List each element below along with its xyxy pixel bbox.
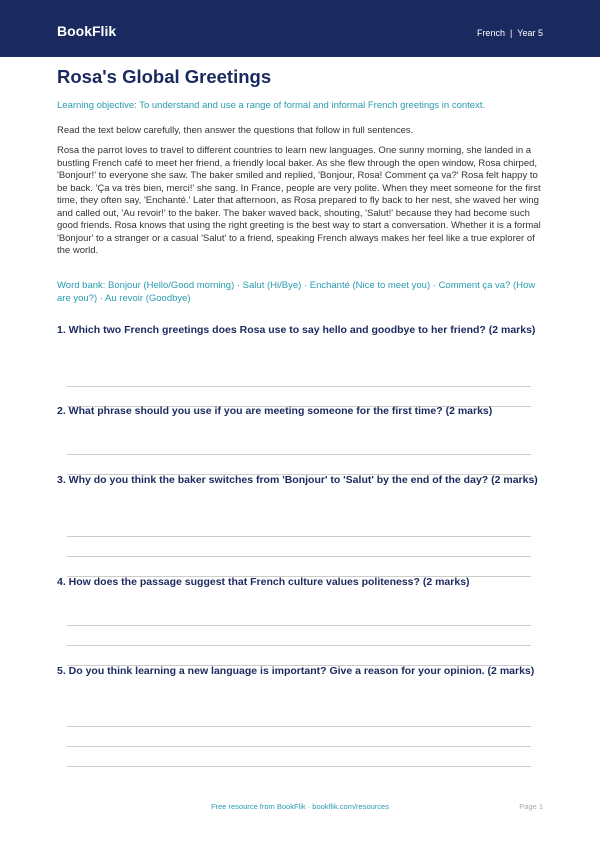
meta-separator: | bbox=[509, 28, 513, 38]
answer-line[interactable] bbox=[67, 536, 531, 537]
question-5: 5. Do you think learning a new language is important? Give a reason for your opinion. (2 marks) bbox=[57, 665, 535, 677]
word-bank: Word bank: Bonjour (Hello/Good morning) · Salut (Hi/Bye) · Enchanté (Nice to meet you) · Comment ça va? (How are you?) · Au revoir (Goodbye) bbox=[57, 280, 536, 304]
answer-line[interactable] bbox=[67, 645, 531, 646]
reading-passage: Rosa the parrot loves to travel to different countries to learn new languages. One sunny morning, she landed in a bustling French café to meet her friend, a friendly local baker. As she flew through the open window, Rosa chirped, 'Bonjour!' to everyone she saw. The baker smiled and replied, 'Bonjour, Rosa! Comment ça va?' Rosa felt happy to be back. 'Ça va très bien, merci!' she sang. In France, people are very polite. When they meet someone for the first time, they often say, 'Enchanté.' Later that afternoon, as Rosa prepared to fly back to her nest, she waved her wing and called out, 'Au revoir!' to the baker. The baker waved back, shouting, 'Salut!' because they had become such good friends. Rosa knows that using the right greeting is the best way to start a conversation. Whether it is a formal 'Bonjour' to a stranger or a casual 'Salut' to a friend, speaking French always makes her feel like a true explorer of the world. bbox=[57, 145, 541, 256]
answer-line[interactable] bbox=[67, 766, 531, 767]
question-1: 1. Which two French greetings does Rosa use to say hello and goodbye to her friend? (2 marks) bbox=[57, 324, 536, 336]
answer-line[interactable] bbox=[67, 746, 531, 747]
answer-line[interactable] bbox=[67, 625, 531, 626]
answer-line[interactable] bbox=[67, 726, 531, 727]
page-number: Page 1 bbox=[519, 802, 543, 811]
page-header bbox=[0, 0, 600, 57]
page-title: Rosa's Global Greetings bbox=[57, 66, 272, 87]
question-3: 3. Why do you think the baker switches from 'Bonjour' to 'Salut' by the end of the day? (2 marks) bbox=[57, 474, 538, 486]
instructions: Read the text below carefully, then answer the questions that follow in full sentences. bbox=[57, 125, 414, 136]
footer-credit: Free resource from BookFlik · bookflik.com/resources bbox=[211, 802, 389, 811]
subject-label: French bbox=[476, 28, 505, 38]
learning-objective: Learning objective: To understand and use a range of formal and informal French greetings in context. bbox=[57, 100, 486, 111]
answer-line[interactable] bbox=[67, 454, 531, 455]
question-4: 4. How does the passage suggest that French culture values politeness? (2 marks) bbox=[57, 576, 470, 588]
brand-logo: BookFlik bbox=[57, 23, 117, 39]
answer-line[interactable] bbox=[67, 386, 531, 387]
year-label: Year 5 bbox=[517, 28, 543, 38]
answer-line[interactable] bbox=[67, 556, 531, 557]
subject-year-label bbox=[477, 28, 543, 39]
question-2: 2. What phrase should you use if you are meeting someone for the first time? (2 marks) bbox=[57, 405, 493, 417]
